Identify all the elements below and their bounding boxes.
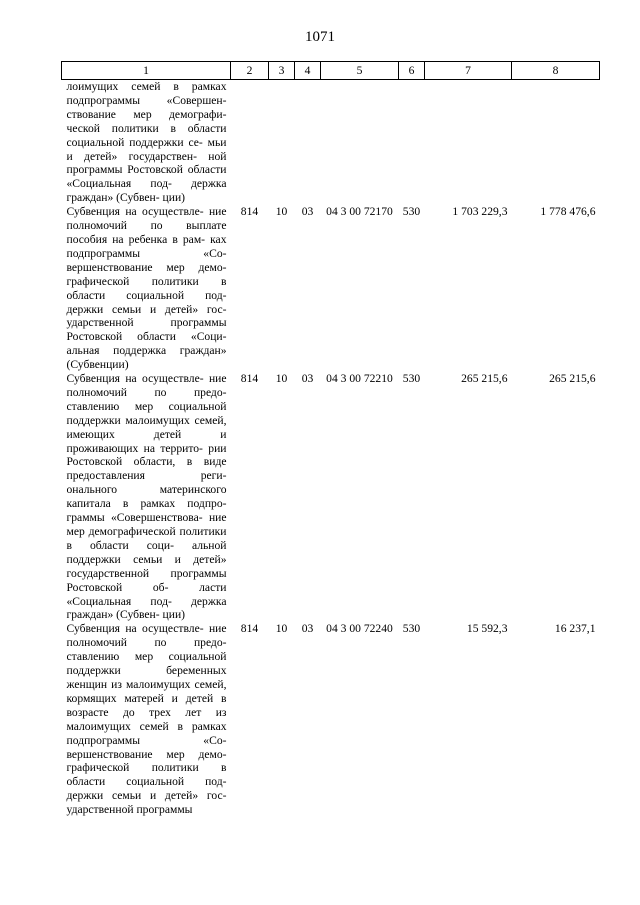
table-body	[62, 80, 600, 818]
description-line: ние мер демографической	[66, 511, 227, 538]
column-header-6: 6	[399, 62, 425, 80]
cell-col-8	[512, 80, 600, 206]
column-header-7: 7	[425, 62, 512, 80]
description-line: ках подпрограммы «Со-	[66, 232, 227, 260]
cell-col-5: 04 3 00 72170	[326, 205, 393, 219]
description-line: поддержки беременных	[66, 664, 227, 678]
description-line: Ростовской области «Соци-	[66, 330, 227, 344]
description-line: ческой политики в области	[66, 121, 227, 135]
column-header-5: 5	[321, 62, 399, 80]
description-line: (Субвенции)	[66, 358, 129, 372]
description-line: ударственной программы	[66, 803, 193, 817]
description-line: лоимущих семей в рамках	[66, 80, 227, 93]
row-description	[62, 205, 231, 372]
cell-col-7	[425, 80, 512, 206]
description-line: области социальной под-	[66, 288, 227, 302]
description-line: онального материнского	[66, 483, 227, 497]
description-line: вершенствование мер демо-	[66, 260, 227, 274]
cell-col-7: 1 703 229,3	[452, 205, 508, 219]
cell-col-3: 10	[275, 205, 288, 219]
description-line: виде предоставления реги-	[66, 455, 227, 483]
description-line: держки семьи и детей» гос-	[66, 302, 227, 316]
cell-col-8: 1 778 476,6	[540, 205, 596, 219]
column-header-4: 4	[295, 62, 321, 80]
cell-col-3: 10	[275, 372, 288, 386]
description-line: ударственной программы	[66, 316, 227, 330]
description-line: ставлению мер социальной	[66, 399, 227, 413]
description-line: семей, имеющих детей и	[66, 413, 227, 441]
description-line: капитала в рамках подпро-	[66, 497, 227, 511]
description-line: ствование мер демографи-	[66, 107, 227, 121]
description-line: рамках подпрограммы «Со-	[66, 719, 227, 747]
description-line: Субвенция на осуществле-	[66, 205, 204, 219]
table-row	[62, 205, 600, 372]
description-line: женщин из малоимущих	[66, 677, 191, 691]
description-line: подпрограммы «Совершен-	[66, 93, 227, 107]
description-line: Субвенция на осуществле-	[66, 622, 204, 636]
description-line: держка граждан» (Субвен-	[66, 594, 227, 622]
description-line: альной поддержки семьи и	[66, 538, 227, 566]
column-header-1: 1	[62, 62, 231, 80]
cell-col-8: 265 215,6	[549, 372, 596, 386]
cell-col-4	[295, 80, 321, 206]
cell-col-6	[399, 80, 425, 206]
description-line: ции)	[162, 608, 186, 622]
cell-col-7: 265 215,6	[461, 372, 508, 386]
cell-col-8: 16 237,1	[554, 622, 596, 636]
description-line: вершенствование мер демо-	[66, 747, 227, 761]
column-header-8: 8	[512, 62, 600, 80]
description-line: из малоимущих семей в	[66, 705, 227, 733]
cell-col-5	[321, 80, 399, 206]
description-line: ние полномочий по предо-	[66, 372, 227, 399]
description-line: программы Ростовской об-	[66, 566, 227, 594]
cell-col-3	[269, 80, 295, 206]
description-line: проживающих на террито-	[66, 441, 203, 455]
column-header-3: 3	[269, 62, 295, 80]
description-line: ной программы Ростовской	[66, 149, 227, 177]
row-description	[62, 372, 231, 622]
cell-col-4: 03	[301, 622, 314, 636]
page-number: 1071	[305, 29, 335, 45]
description-line: ции)	[162, 191, 186, 205]
row-description	[62, 80, 231, 206]
cell-col-5: 04 3 00 72210	[326, 372, 393, 386]
description-line: рии Ростовской области, в	[66, 441, 227, 469]
description-line: области «Социальная под-	[66, 163, 227, 191]
description-line: граммы «Совершенствова-	[66, 511, 203, 525]
description-line: мьи и детей» государствен-	[66, 135, 227, 163]
table-row	[62, 80, 600, 206]
description-line: ласти «Социальная под-	[66, 580, 227, 608]
description-line: детей» государственной	[66, 552, 227, 580]
description-line: держки семьи и детей» гос-	[66, 789, 227, 803]
cell-col-4: 03	[301, 205, 314, 219]
description-line: графической политики в	[66, 761, 227, 775]
cell-col-2: 814	[240, 622, 259, 636]
description-line: семей, кормящих матерей и	[66, 677, 227, 705]
cell-col-3: 10	[275, 622, 288, 636]
cell-col-4: 03	[301, 372, 314, 386]
column-header-2: 2	[231, 62, 269, 80]
cell-col-6: 530	[402, 205, 421, 219]
cell-col-5: 04 3 00 72240	[326, 622, 393, 636]
description-line: области социальной под-	[66, 775, 227, 789]
description-line: политики в области соци-	[66, 525, 227, 552]
description-line: ставлению мер социальной	[66, 650, 227, 664]
table-header	[62, 62, 600, 80]
budget-table	[61, 61, 600, 817]
cell-col-2	[231, 80, 269, 206]
row-description	[62, 622, 231, 817]
cell-col-6: 530	[402, 622, 421, 636]
cell-col-6: 530	[402, 372, 421, 386]
table-row	[62, 372, 600, 622]
description-line: альная поддержка граждан»	[66, 344, 227, 358]
description-line: графической политики в	[66, 274, 227, 288]
description-line: ние полномочий по выплате	[66, 205, 227, 233]
cell-col-2: 814	[240, 205, 259, 219]
description-line: поддержки малоимущих	[66, 413, 190, 427]
description-line: держка граждан» (Субвен-	[66, 177, 227, 205]
cell-col-2: 814	[240, 372, 259, 386]
description-line: ние полномочий по предо-	[66, 622, 227, 650]
description-line: детей в возрасте до трех лет	[66, 691, 227, 719]
description-line: Субвенция на осуществле-	[66, 372, 204, 386]
description-line: пособия на ребенка в рам-	[66, 232, 206, 246]
description-line: социальной поддержки се-	[66, 135, 203, 149]
cell-col-7: 15 592,3	[466, 622, 508, 636]
table-row	[62, 622, 600, 817]
